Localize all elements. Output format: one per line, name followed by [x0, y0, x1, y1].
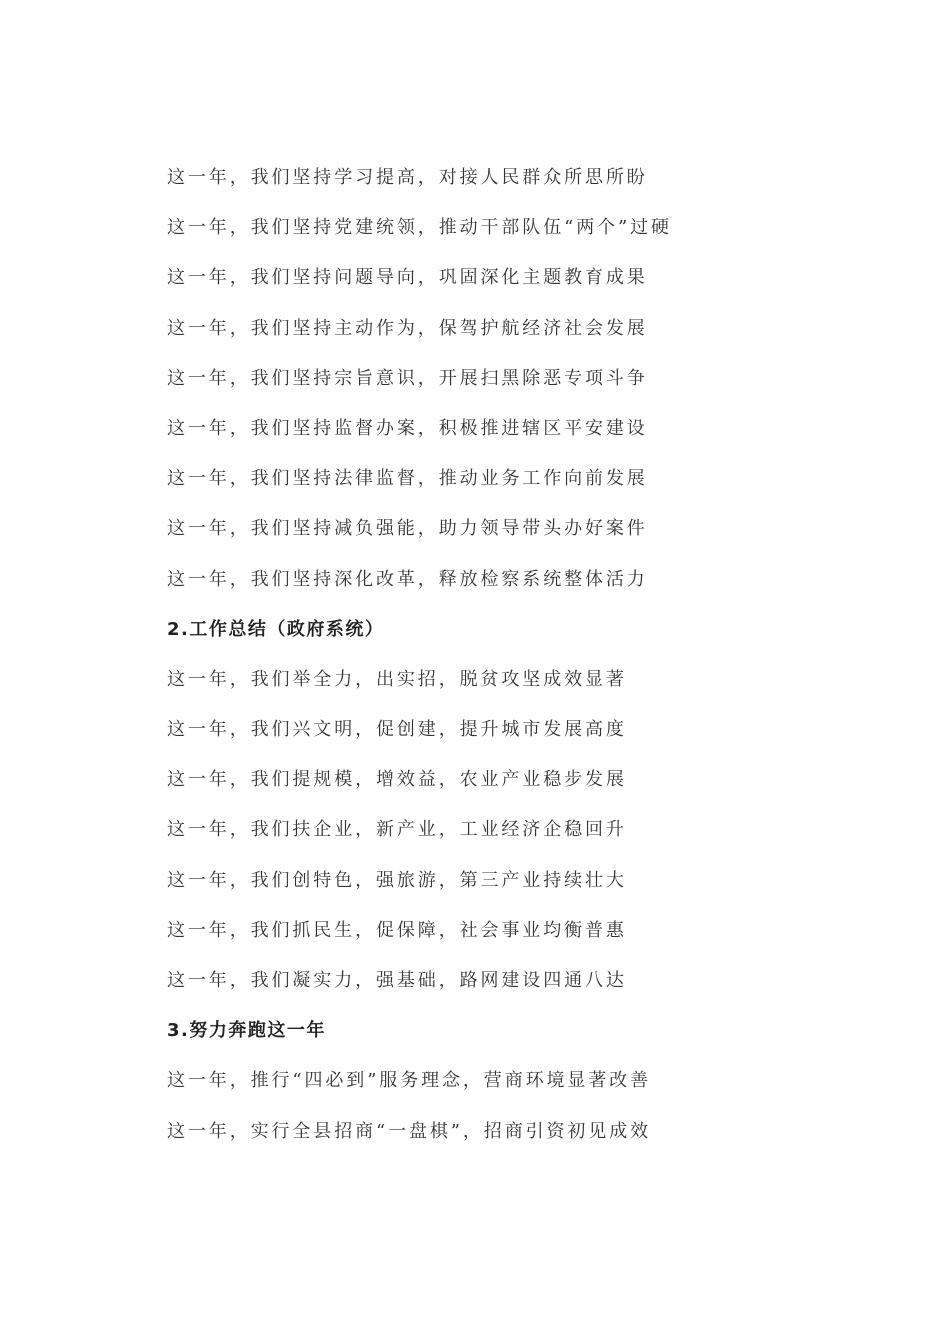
paragraph: 这一年，我们坚持学习提高，对接人民群众所思所盼 [167, 167, 648, 188]
paragraph: 这一年，我们创特色，强旅游，第三产业持续壮大 [167, 869, 627, 891]
paragraph: 这一年，我们举全力，出实招，脱贫攻坚成效显著 [167, 668, 627, 690]
paragraph: 这一年，我们凝实力，强基础，路网建设四通八达 [167, 970, 627, 991]
section-heading: 2.工作总结（政府系统） [167, 618, 385, 640]
paragraph: 这一年，我们提规模，增效益，农业产业稳步发展 [167, 769, 627, 791]
paragraph: 这一年，我们坚持法律监督，推动业务工作向前发展 [167, 468, 648, 490]
paragraph: 这一年，我们坚持监督办案，积极推进辖区平安建设 [167, 417, 648, 439]
document-body [167, 160, 887, 1164]
paragraph: 这一年，我们坚持宗旨意识，开展扫黑除恶专项斗争 [167, 367, 648, 389]
paragraph: 这一年，我们坚持党建统领，推动干部队伍“两个”过硬 [167, 217, 672, 239]
paragraph: 这一年，实行全县招商“一盘棋”，招商引资初见成效 [167, 1120, 652, 1142]
paragraph: 这一年，我们坚持主动作为，保驾护航经济社会发展 [167, 317, 648, 339]
paragraph: 这一年，我们兴文明，促创建，提升城市发展高度 [167, 719, 627, 741]
paragraph: 这一年，我们扶企业，新产业，工业经济企稳回升 [167, 819, 627, 841]
paragraph: 这一年，我们坚持减负强能，助力领导带头办好案件 [167, 518, 648, 540]
section-heading: 3.努力奔跑这一年 [167, 1020, 326, 1042]
paragraph: 这一年，我们抓民生，促保障，社会事业均衡普惠 [167, 919, 627, 941]
paragraph: 这一年，我们坚持问题导向，巩固深化主题教育成果 [167, 267, 648, 289]
paragraph: 这一年，我们坚持深化改革，释放检察系统整体活力 [167, 568, 648, 590]
paragraph: 这一年，推行“四必到”服务理念，营商环境显著改善 [167, 1070, 652, 1092]
